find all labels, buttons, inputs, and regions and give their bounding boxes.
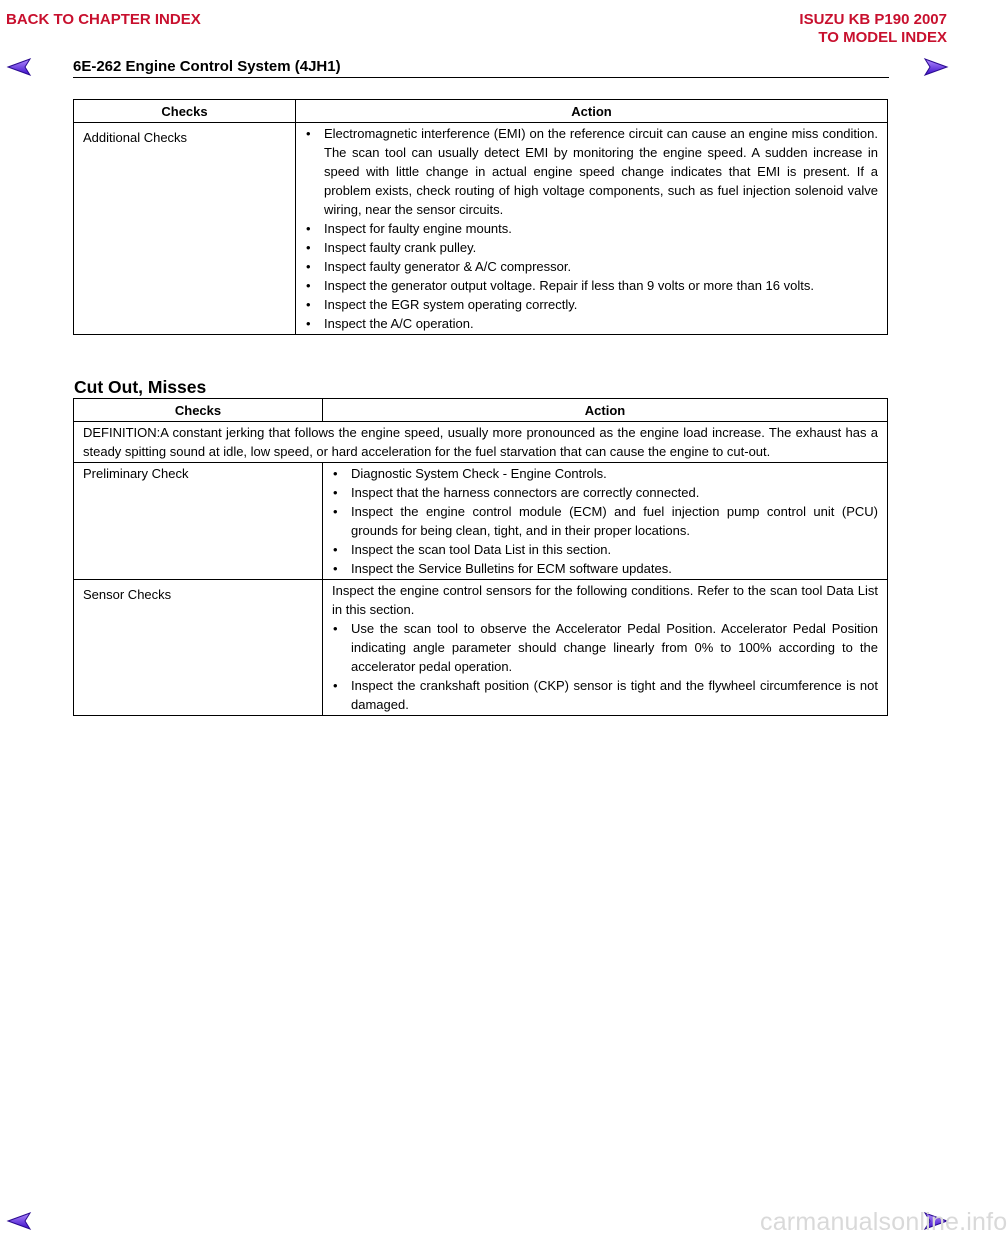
list-item: • Inspect the generator output voltage. Repair if less than 9 volts or more than 16 volts.: [305, 276, 878, 295]
action-cell: [323, 463, 888, 580]
previous-page-arrow-icon-bottom[interactable]: [6, 1210, 36, 1232]
checks-column-header: Checks: [74, 100, 296, 123]
list-item: • Use the scan tool to observe the Accelerator Pedal Position. Accelerator Pedal Position indicating angle parameter should change linearly from 0% to 100% according to the accelerator pedal operation.: [332, 619, 878, 676]
additional-checks-table: [73, 99, 888, 335]
next-page-arrow-icon[interactable]: [919, 56, 949, 78]
back-to-chapter-index-link[interactable]: BACK TO CHAPTER INDEX: [6, 11, 201, 28]
action-intro-text: Inspect the engine control sensors for the following conditions. Refer to the scan tool Data List in this section.: [332, 583, 878, 617]
list-item: • Inspect the Service Bulletins for ECM software updates.: [332, 559, 878, 578]
table-header-row: [74, 100, 888, 123]
checks-cell: Sensor Checks: [74, 580, 323, 716]
action-bullet-list: [332, 619, 878, 714]
list-item: • Inspect the engine control module (ECM) and fuel injection pump control unit (PCU) grounds for being clean, tight, and in their proper locations.: [332, 502, 878, 540]
definition-row: [74, 422, 888, 463]
list-item: • Inspect the scan tool Data List in this section.: [332, 540, 878, 559]
list-item: • Inspect faulty generator & A/C compressor.: [305, 257, 878, 276]
action-cell: [296, 123, 888, 335]
section-title: Cut Out, Misses: [74, 377, 207, 397]
action-bullet-list: [332, 464, 878, 578]
checks-column-header: Checks: [74, 399, 323, 422]
action-column-header: Action: [323, 399, 888, 422]
previous-page-arrow-icon[interactable]: [6, 56, 36, 78]
model-index-link[interactable]: TO MODEL INDEX: [818, 29, 947, 46]
list-item: • Inspect the A/C operation.: [305, 314, 878, 333]
table-row: [74, 463, 888, 580]
list-item: • Inspect that the harness connectors are correctly connected.: [332, 483, 878, 502]
definition-cell: DEFINITION:A constant jerking that follows the engine speed, usually more pronounced as the engine load increase. The exhaust has a steady spitting sound at idle, low speed, or hard acceleration for the fuel starvation that can cause the engine to cut-out.: [74, 422, 888, 463]
cut-out-misses-table: [73, 398, 888, 716]
list-item: • Inspect for faulty engine mounts.: [305, 219, 878, 238]
header-divider: [73, 77, 889, 78]
table-row: [74, 123, 888, 335]
list-item: • Inspect the EGR system operating correctly.: [305, 295, 878, 314]
checks-cell: Preliminary Check: [74, 463, 323, 580]
action-bullet-list: [305, 124, 878, 333]
next-page-arrow-icon-bottom[interactable]: [919, 1210, 949, 1232]
list-item: • Inspect the crankshaft position (CKP) sensor is tight and the flywheel circumference is not damaged.: [332, 676, 878, 714]
checks-cell: Additional Checks: [74, 123, 296, 335]
table-row: [74, 580, 888, 716]
list-item: • Electromagnetic interference (EMI) on the reference circuit can cause an engine miss condition. The scan tool can usually detect EMI by monitoring the engine speed. A sudden increase in speed with little change in actual engine speed change indicates that EMI is present. If a problem exists, check routing of high voltage components, such as fuel injection solenoid valve wiring, near the sensor circuits.: [305, 124, 878, 219]
action-column-header: Action: [296, 100, 888, 123]
model-title-link[interactable]: ISUZU KB P190 2007: [799, 11, 947, 28]
watermark-text: carmanualsonline.info: [760, 1208, 1007, 1236]
list-item: • Inspect faulty crank pulley.: [305, 238, 878, 257]
page-header-title: 6E-262 Engine Control System (4JH1): [73, 58, 341, 75]
action-cell: [323, 580, 888, 716]
list-item: • Diagnostic System Check - Engine Controls.: [332, 464, 878, 483]
table-header-row: [74, 399, 888, 422]
